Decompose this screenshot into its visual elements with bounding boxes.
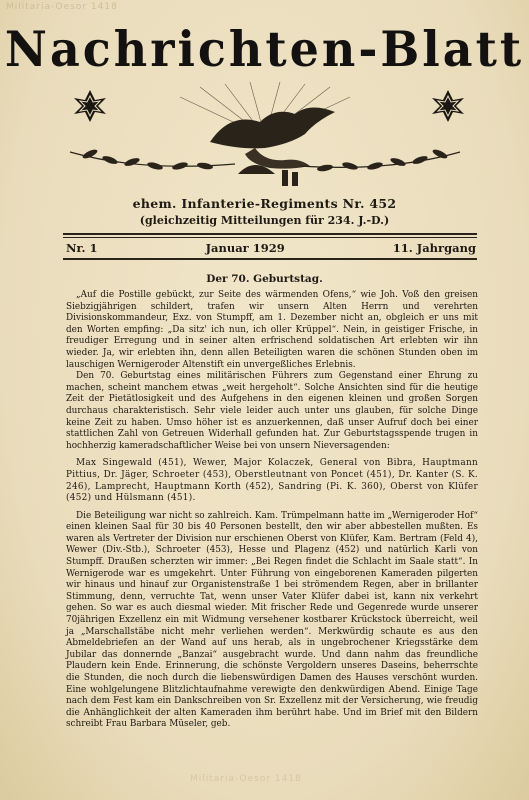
iron-cross-icon bbox=[432, 90, 464, 122]
issue-number: Nr. 1 bbox=[66, 241, 98, 255]
article-paragraph: Die Beteiligung war nicht so zahlreich. Kam. Trümpelmann hatte im „Wernigeroder Hof“ einen kleinen Saal für 30 bis 40 Personen bestellt, den wir aber abbestellen mußten. Es waren als Vertreter der Division nur erschienen Oberst von Klüfer, Kam. Bertram (Feld 4), Wewer (Div.-Stb.), Schroeter (453), Hesse und Plagenz (452) und natürlich Karli von Stumpff. Draußen scherzten wir immer: „Bei Regen findet die Schlacht im Saale statt“. In Wernigerode war es umgekehrt. Unter Führung von eingeborenen Kameraden pilgerten wir hinaus und hinauf zur Organistenstraße 1 bei strömendem Regen, aber in brillanter Stimmung, denn, verruchte Tat, wenn unser Vater Klüfer dabei ist, kann nix verkehrt gehen. So war es auch diesmal wieder. Mit frischer Rede und Gegenrede wurde unserer 70jährigen Exzellenz ein mit Widmung versehener kostbarer Krückstock überreicht, weil ja „Marschallstäbe nicht mehr verliehen werden“. Merkwürdig schaute es aus den Abmeldebriefen an der Wand auf uns herab, als in ungebrochener Kriegsstärke dem Jubilar das donnernde „Banzai“ ausgebracht wurde. Und dann nahm das freundliche Plaudern kein Ende. Erinnerung, die schönste Vergoldern unseres Daseins, beherrschte die Stunden, die noch durch die liebenswürdigen Damen des Hauses verschönt wurden. Eine wohlgelungene Blitzlichtaufnahme verewigte den denkwürdigen Abend. Einige Tage nach dem Fest kam ein Dankschreiben von Sr. Exzellenz mit der Versicherung, wie freudig die Anhänglichkeit der alten Kameraden ihm berührt habe. Und im Brief mit den Bildern schreibt Frau Barbara Müseler, geb. bbox=[66, 510, 478, 730]
article-paragraph: Den 70. Geburtstag eines militärischen Führers zum Gegenstand einer Ehrung zu machen, scheint manchem etwas „weit hergeholt“. Solche Ansichten sind für die heutige Zeit der Pietätlosigkeit und des Aufgehens in den eigenen kleinen und großen Sorgen durchaus charakteristisch. Sehr viele leider auch unter uns glauben, für solche Dinge keine Zeit zu haben. Umso höher ist es anzuerkennen, daß unser Aufruf doch bei einer stattlichen Zahl von Getreuen Widerhall gefunden hat. Zur Geburtstagsspende trugen in hochherzig kameradschaftlicher Weise bei von unsern Nieversagenden: bbox=[66, 371, 478, 451]
divider-top bbox=[63, 233, 477, 235]
watermark-top: Militaria-Oesor 1418 bbox=[6, 2, 118, 12]
issue-volume: 11. Jahrgang bbox=[392, 241, 476, 255]
eagle-emblem-icon bbox=[210, 107, 335, 168]
issue-date: Januar 1929 bbox=[205, 241, 285, 255]
masthead-title: Nachrichten-Blatt bbox=[4, 20, 525, 78]
regiment-subtitle: ehem. Infanterie-Regiments Nr. 452 bbox=[132, 196, 397, 211]
article-body bbox=[66, 290, 478, 731]
crest-illustration bbox=[60, 82, 470, 192]
divider-bottom bbox=[63, 258, 477, 260]
issue-info-row bbox=[66, 241, 476, 255]
divider-top-thin bbox=[63, 237, 477, 238]
article-paragraph: „Auf die Postille gebückt, zur Seite des wärmenden Ofens,“ wie Joh. Voß den greisen Siebzigjährigen schildert, trafen wir unsern Alten Herrn und verehrten Divisionskommandeur, Exz. von Stumpff, am 1. Dezember nicht an, obgleich er uns mit den Worten empfing: „Da sitz' ich nun, ich oller Krüppel“. Nein, in geistiger Frische, in freudiger Erregung und in seiner alten erfrischend soldatischen Art erlebten wir ihn wieder. Ja, wir erlebten ihn, denn allen Beteiligten waren die schönen Stunden oben im lauschigen Wernigeroder Altenstift ein unvergeßliches Erlebnis. bbox=[66, 290, 478, 370]
watermark-bottom: Militaria-Oesor 1418 bbox=[190, 774, 302, 784]
donor-list: Max Singewald (451), Wewer, Major Kolaczek, General von Bibra, Hauptmann Pittius, Dr. Jäger, Schroeter (453), Oberstleutnant von Poncet (451), Dr. Kanter (S. K. 246), Lamprecht, Hauptmann Korth (452), Sandring (Pi. K. 360), Oberst von Klüfer (452) und Hülsmann (451). bbox=[66, 458, 478, 504]
article-title: Der 70. Geburtstag. bbox=[206, 273, 323, 285]
iron-cross-icon bbox=[74, 90, 106, 122]
division-subtitle: (gleichzeitig Mitteilungen für 234. J.-D.) bbox=[139, 214, 390, 227]
